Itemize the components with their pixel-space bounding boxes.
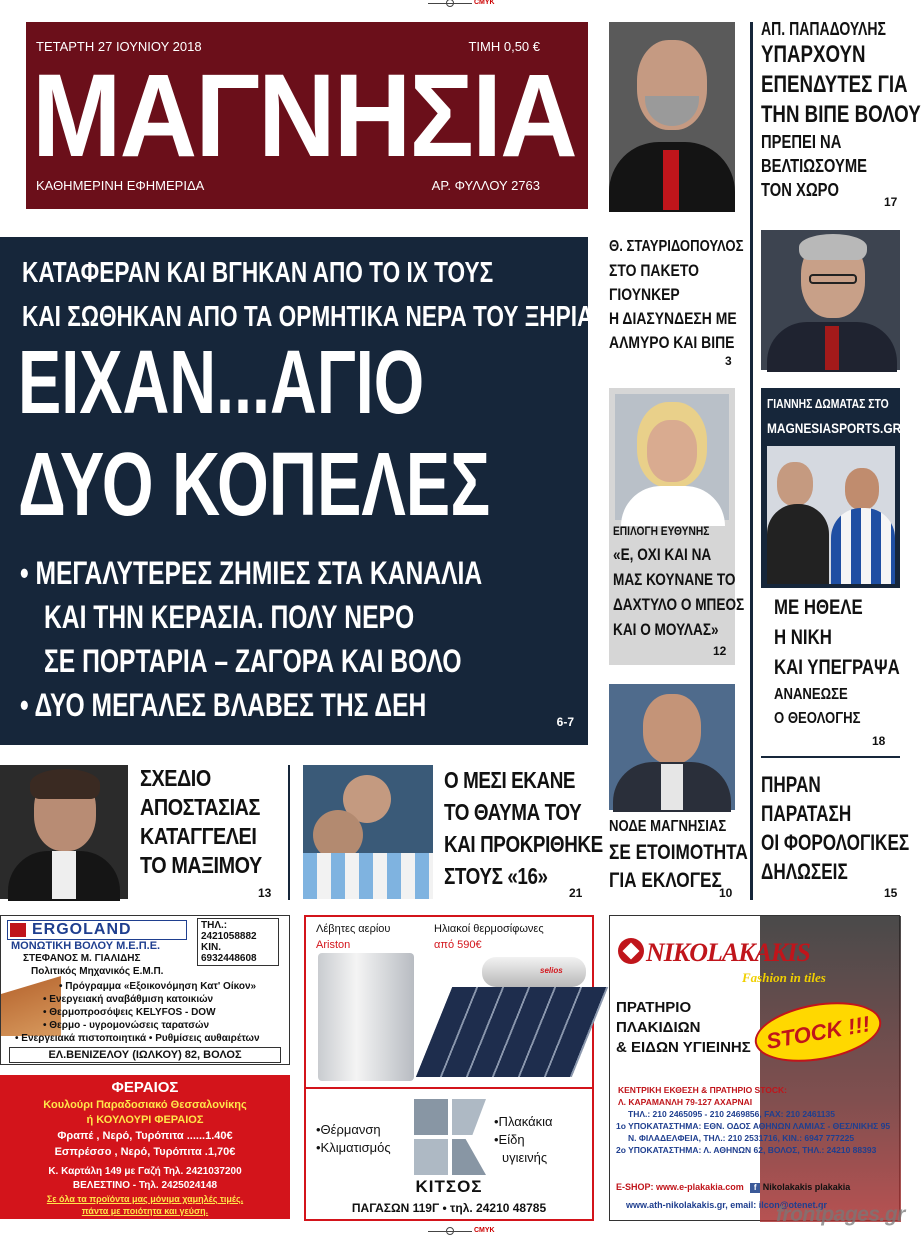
ergoland-item-2: • Ενεργειακή αναβάθμιση κατοικιών xyxy=(43,994,214,1005)
ad-kitsos[interactable] xyxy=(304,915,594,1221)
papad-page: 17 xyxy=(884,195,898,209)
feraios-line-2: ή ΚΟΥΛΟΥΡΙ ΦΕΡΑΙΟΣ xyxy=(86,1114,204,1126)
messi-line-1: Ο ΜΕΣΙ ΕΚΑΝΕ xyxy=(444,767,576,793)
papadoulis-photo xyxy=(761,230,900,370)
messi-story[interactable] xyxy=(444,764,603,892)
tsipras-story[interactable] xyxy=(140,764,290,880)
ergoland-address: ΕΛ.ΒΕΝΙΖΕΛΟΥ (ΙΩΛΚΟΥ) 82, ΒΟΛΟΣ xyxy=(9,1047,281,1063)
ergoland-kin: 6932448608 xyxy=(201,953,257,964)
tax-story[interactable] xyxy=(761,770,910,886)
nikolakakis-addr-1: ΚΕΝΤΡΙΚΗ ΕΚΘΕΣΗ & ΠΡΑΤΗΡΙΟ STOCK: xyxy=(618,1085,787,1095)
node-line-1: ΝΟΔΕ ΜΑΓΝΗΣΙΑΣ xyxy=(609,818,727,835)
choice-line-1: «Ε, ΟΧΙ ΚΑΙ ΝΑ xyxy=(613,545,712,564)
solar-tank-graphic xyxy=(482,957,586,987)
masthead-price: ΤΙΜΗ 0,50 € xyxy=(468,39,540,54)
ergoland-owner: ΣΤΕΦΑΝΟΣ Μ. ΓΙΑΛΙΔΗΣ xyxy=(23,953,141,964)
papad-line-3: ΕΠΕΝΔΥΤΕΣ ΓΙΑ xyxy=(761,71,908,98)
sports-box[interactable] xyxy=(761,388,900,588)
kitsos-boilers-brand: Ariston xyxy=(316,939,351,951)
sports-line-2: Η ΝΙΚΗ xyxy=(774,626,832,649)
kitsos-solar-price: από 590€ xyxy=(434,939,482,951)
tax-line-1: ΠΗΡΑΝ xyxy=(761,772,821,797)
node-story[interactable] xyxy=(609,815,748,895)
masthead-subtitle: ΚΑΘΗΜΕΡΙΝΗ ΕΦΗΜΕΡΙΔΑ xyxy=(36,178,205,193)
solar-panel-graphic xyxy=(416,987,608,1077)
kitsos-solar-brand: selios xyxy=(540,966,563,975)
boiler-graphic xyxy=(318,953,414,1081)
feraios-line-1: Κουλούρι Παραδοσιακό Θεσσαλονίκης xyxy=(43,1099,247,1111)
masthead xyxy=(26,22,588,209)
nikolakakis-line-2: ΠΛΑΚΙΔΙΩΝ xyxy=(616,1019,701,1036)
nikolakakis-shop: E-SHOP: www.e-plakakia.com xyxy=(616,1182,744,1192)
nikolakakis-tag: Fashion in tiles xyxy=(742,970,826,985)
masthead-date: ΤΕΤΑΡΤΗ 27 ΙΟΥΝΙΟΥ 2018 xyxy=(36,39,202,54)
stavr-line-3: ΓΙΟΥΝΚΕΡ xyxy=(609,285,680,304)
choice-label: ΕΠΙΛΟΓΗ ΕΥΘΥΝΗΣ xyxy=(613,524,710,538)
node-page: 10 xyxy=(719,886,733,900)
kitsos-logo xyxy=(414,1099,486,1175)
ergoland-kin-label: ΚΙΝ. xyxy=(201,942,221,953)
ergoland-item-3: • Θερμοπροσόψεις KELYFOS - DOW xyxy=(43,1007,216,1018)
lead-story[interactable] xyxy=(0,237,594,745)
ergoland-tel-label: ΤΗΛ.: xyxy=(201,920,228,931)
feraios-line-7: Σε όλα τα προϊόντα μας μόνιμα χαμηλές τιμές, xyxy=(46,1194,244,1204)
papad-line-4: ΤΗΝ ΒΙΠΕ ΒΟΛΟΥ xyxy=(761,101,921,128)
papad-line-1: ΑΠ. ΠΑΠΑΔΟΥΛΗΣ xyxy=(761,19,886,39)
sports-line-3: ΚΑΙ ΥΠΕΓΡΑΨΑ xyxy=(774,656,900,679)
choice-photo xyxy=(615,394,729,520)
ad-ergoland[interactable] xyxy=(0,915,290,1065)
kitsos-boilers: Λέβητες αερίου xyxy=(316,923,391,935)
nikolakakis-brand: NIKOLAKAKIS xyxy=(646,938,810,967)
lead-bullet-1a: • ΜΕΓΑΛΥΤΕΡΕΣ ΖΗΜΙΕΣ ΣΤΑ ΚΑΝΑΛΙΑ xyxy=(20,555,483,591)
kitsos-feature-1: •Θέρμανση xyxy=(316,1122,381,1137)
kitsos-address: ΠΑΓΑΣΩΝ 119Γ • τηλ. 24210 48785 xyxy=(351,1201,547,1215)
papad-line-6: ΒΕΛΤΙΩΣΟΥΜΕ xyxy=(761,156,867,176)
choice-line-2: ΜΑΣ ΚΟΥΝΑΝΕ ΤΟ xyxy=(613,570,736,589)
sports-line-1: ΜΕ ΗΘΕΛΕ xyxy=(774,596,863,619)
tax-line-4: ΔΗΛΩΣΕΙΣ xyxy=(761,859,848,884)
ergoland-company: ΜΟΝΩΤΙΚΗ ΒΟΛΟΥ Μ.Ε.Π.Ε. xyxy=(11,940,161,952)
stavridopoulos-story[interactable] xyxy=(609,235,744,355)
lead-bullet-1c: ΣΕ ΠΟΡΤΑΡΙΑ – ΖΑΓΟΡΑ ΚΑΙ ΒΟΛΟ xyxy=(44,643,462,679)
nikolakakis-addr-6: 2ο ΥΠΟΚΑΤΑΣΤΗΜΑ: Λ. ΑΘΗΝΩΝ 62, ΒΟΛΟΣ, ΤΗΛ.: 24210 88393 xyxy=(616,1145,877,1155)
divider-vertical-1 xyxy=(288,765,290,900)
feraios-line-6: ΒΕΛΕΣΤΙΝΟ - Τηλ. 2425024148 xyxy=(72,1180,218,1191)
sports-sub-2: Ο ΘΕΟΛΟΓΗΣ xyxy=(774,710,861,727)
nikolakakis-fb: Nikolakakis plakakia xyxy=(762,1182,851,1192)
stavr-page: 3 xyxy=(725,354,732,368)
tsipras-line-4: ΤΟ ΜΑΞΙΜΟΥ xyxy=(140,852,262,878)
ergoland-tel: 2421058882 xyxy=(201,931,257,942)
choice-story[interactable] xyxy=(609,388,745,665)
nikolakakis-line-1: ΠΡΑΤΗΡΙΟ xyxy=(616,999,692,1016)
messi-line-4: ΣΤΟΥΣ «16» xyxy=(444,863,548,889)
ergoland-logo-box xyxy=(7,920,187,940)
tax-line-2: ΠΑΡΑΤΑΣΗ xyxy=(761,801,852,826)
lead-kicker-1: ΚΑΤΑΦΕΡΑΝ ΚΑΙ ΒΓΗΚΑΝ ΑΠΟ ΤΟ ΙΧ ΤΟΥΣ xyxy=(22,257,494,289)
sports-story[interactable] xyxy=(774,593,904,731)
messi-line-3: ΚΑΙ ΠΡΟΚΡΙΘΗΚΕ xyxy=(444,831,603,857)
cmyk-mark-top: CMYK xyxy=(474,0,495,6)
ergoland-item-4: • Θερμο - υγρομονώσεις ταρατσών xyxy=(43,1020,210,1031)
stavr-line-2: ΣΤΟ ΠΑΚΕΤΟ xyxy=(609,261,699,280)
papad-line-5: ΠΡΕΠΕΙ ΝΑ xyxy=(761,132,842,152)
papad-line-2: ΥΠΑΡΧΟΥΝ xyxy=(761,41,866,68)
lead-bullet-1b: ΚΑΙ ΤΗΝ ΚΕΡΑΣΙΑ. ΠΟΛΥ ΝΕΡΟ xyxy=(44,599,415,635)
feraios-line-3: Φραπέ , Νερό, Τυρόπιτα ......1.40€ xyxy=(57,1130,233,1142)
facebook-icon: f xyxy=(750,1183,760,1193)
papad-line-7: ΤΟΝ ΧΩΡΟ xyxy=(761,180,840,200)
divider-horizontal-right xyxy=(761,756,900,758)
sports-label-2: MAGNESIASPORTS.GR xyxy=(767,420,902,436)
feraios-line-8: πάντα με ποιότητα και γεύση. xyxy=(81,1206,209,1216)
kitsos-brand: ΚΙΤΣΟΣ xyxy=(415,1177,483,1196)
ergoland-owner-title: Πολιτικός Μηχανικός Ε.Μ.Π. xyxy=(31,966,164,977)
kitsos-divider xyxy=(306,1087,592,1089)
lead-bullet-2: • ΔΥΟ ΜΕΓΑΛΕΣ ΒΛΑΒΕΣ ΤΗΣ ΔΕΗ xyxy=(20,687,427,723)
ad-feraios[interactable] xyxy=(0,1075,290,1219)
ergoland-items xyxy=(15,980,260,1045)
nikolakakis-lines xyxy=(616,998,751,1058)
tax-page: 15 xyxy=(884,886,898,900)
nikolakakis-stock: STOCK !!! xyxy=(764,1011,872,1054)
node-photo xyxy=(609,684,735,810)
tsipras-photo xyxy=(0,765,128,899)
ergoland-item-5: • Ενεργειακά πιστοποιητικά • Ρυθμίσεις αυθαιρέτων xyxy=(15,1033,260,1044)
registration-mark-top xyxy=(428,0,472,8)
lead-pages: 6-7 xyxy=(556,715,574,729)
ergoland-phones xyxy=(197,918,279,966)
node-line-2: ΣΕ ΕΤΟΙΜΟΤΗΤΑ xyxy=(609,841,748,864)
nikolakakis-addr-4: 1ο ΥΠΟΚΑΤΑΣΤΗΜΑ: ΕΘΝ. ΟΔΟΣ ΑΘΗΝΩΝ ΛΑΜΙΑΣ - ΘΕΣ/ΝΙΚΗΣ 95 xyxy=(616,1121,891,1131)
lead-headline-1: ΕΙΧΑΝ...ΑΓΙΟ xyxy=(18,333,425,433)
watermark: frontpages.gr xyxy=(776,1203,905,1226)
tsipras-line-2: ΑΠΟΣΤΑΣΙΑΣ xyxy=(140,794,260,820)
lead-headline-2: ΔΥΟ ΚΟΠΕΛΕΣ xyxy=(18,435,491,535)
papadoulis-story[interactable] xyxy=(761,18,921,202)
nikolakakis-addr-5: Ν. ΦΙΛΑΔΕΛΦΕΙΑ, ΤΗΛ.: 210 2531716, ΚΙΝ.: 6947 777225 xyxy=(628,1133,855,1143)
masthead-issue: ΑΡ. ΦΥΛΛΟΥ 2763 xyxy=(431,178,540,193)
kitsos-features-left xyxy=(316,1121,391,1157)
divider-vertical-2 xyxy=(750,22,753,900)
feraios-title: ΦΕΡΑΙΟΣ xyxy=(111,1079,179,1096)
ergoland-item-1: • Πρόγραμμα «Εξοικονόμηση Κατ' Οίκον» xyxy=(59,981,257,992)
messi-line-2: ΤΟ ΘΑΥΜΑ ΤΟΥ xyxy=(444,799,582,825)
stavr-line-4: Η ΔΙΑΣΥΝΔΕΣΗ ΜΕ xyxy=(609,309,737,328)
nikolakakis-addr-3: ΤΗΛ.: 210 2465095 - 210 2469856, FAX: 210 2461135 xyxy=(628,1109,835,1119)
kitsos-feature-4: •Είδη xyxy=(494,1132,525,1147)
kitsos-features-right xyxy=(494,1113,553,1167)
tsipras-line-3: ΚΑΤΑΓΓΕΛΕΙ xyxy=(140,823,257,849)
kitsos-solar: Ηλιακοί θερμοσίφωνες xyxy=(434,923,544,935)
choice-page: 12 xyxy=(713,644,727,658)
nikolakakis-addr-2: Λ. ΚΑΡΑΜΑΝΛΗ 79-127 ΑΧΑΡΝΑΙ xyxy=(618,1097,753,1107)
ergoland-brand: ERGOLAND xyxy=(32,921,132,938)
nikolakakis-addresses xyxy=(616,1084,890,1156)
cmyk-mark-bottom: CMYK xyxy=(474,1227,495,1234)
kitsos-feature-5: υγιεινής xyxy=(502,1150,548,1165)
node-line-3: ΓΙΑ ΕΚΛΟΓΕΣ xyxy=(609,869,722,892)
kitsos-feature-3: •Πλακάκια xyxy=(494,1114,553,1129)
ad-nikolakakis[interactable] xyxy=(609,915,900,1221)
nikolakakis-web: www.ath-nikolakakis.gr, email: ilcon@otenet.gr xyxy=(626,1200,827,1210)
sports-label-1: ΓΙΑΝΝΗΣ ΔΩΜΑΤΑΣ ΣΤΟ xyxy=(767,396,889,411)
nikolakakis-logo-icon xyxy=(618,938,644,964)
lead-kicker-2: ΚΑΙ ΣΩΘΗΚΑΝ ΑΠΟ ΤΑ ΟΡΜΗΤΙΚΑ ΝΕΡΑ ΤΟΥ ΞΗΡΙΑ xyxy=(22,301,594,333)
feraios-line-4: Εσπρέσσο , Νερό, Τυρόπιτα .1,70€ xyxy=(54,1146,236,1158)
masthead-title: ΜΑΓΝΗΣΙΑ xyxy=(32,50,576,182)
feraios-line-5: Κ. Καρτάλη 149 με Γαζή Τηλ. 2421037200 xyxy=(48,1166,242,1177)
choice-line-3: ΔΑΧΤΥΛΟ Ο ΜΠΕΟΣ xyxy=(613,595,745,614)
stavridopoulos-photo xyxy=(609,22,735,209)
tsipras-line-1: ΣΧΕΔΙΟ xyxy=(140,765,211,791)
stavr-line-1: Θ. ΣΤΑΥΡΙΔΟΠΟΥΛΟΣ xyxy=(609,238,744,255)
messi-page: 21 xyxy=(569,886,583,900)
kitsos-feature-2: •Κλιματισμός xyxy=(316,1140,391,1155)
tsipras-page: 13 xyxy=(258,886,272,900)
choice-line-4: ΚΑΙ Ο ΜΟΥΛΑΣ» xyxy=(613,620,719,639)
messi-photo xyxy=(303,765,433,899)
stavr-line-5: ΑΛΜΥΡΟ ΚΑΙ ΒΙΠΕ xyxy=(609,333,735,352)
nikolakakis-shop-row xyxy=(616,1182,850,1193)
tax-line-3: ΟΙ ΦΟΡΟΛΟΓΙΚΕΣ xyxy=(761,830,910,855)
sports-photo xyxy=(767,446,895,584)
sports-sub-1: ΑΝΑΝΕΩΣΕ xyxy=(774,686,848,703)
sports-page: 18 xyxy=(872,734,886,748)
ergoland-logo-icon xyxy=(10,923,26,937)
registration-mark-bottom xyxy=(428,1228,472,1236)
nikolakakis-line-3: & ΕΙΔΩΝ ΥΓΙΕΙΝΗΣ xyxy=(616,1039,751,1056)
